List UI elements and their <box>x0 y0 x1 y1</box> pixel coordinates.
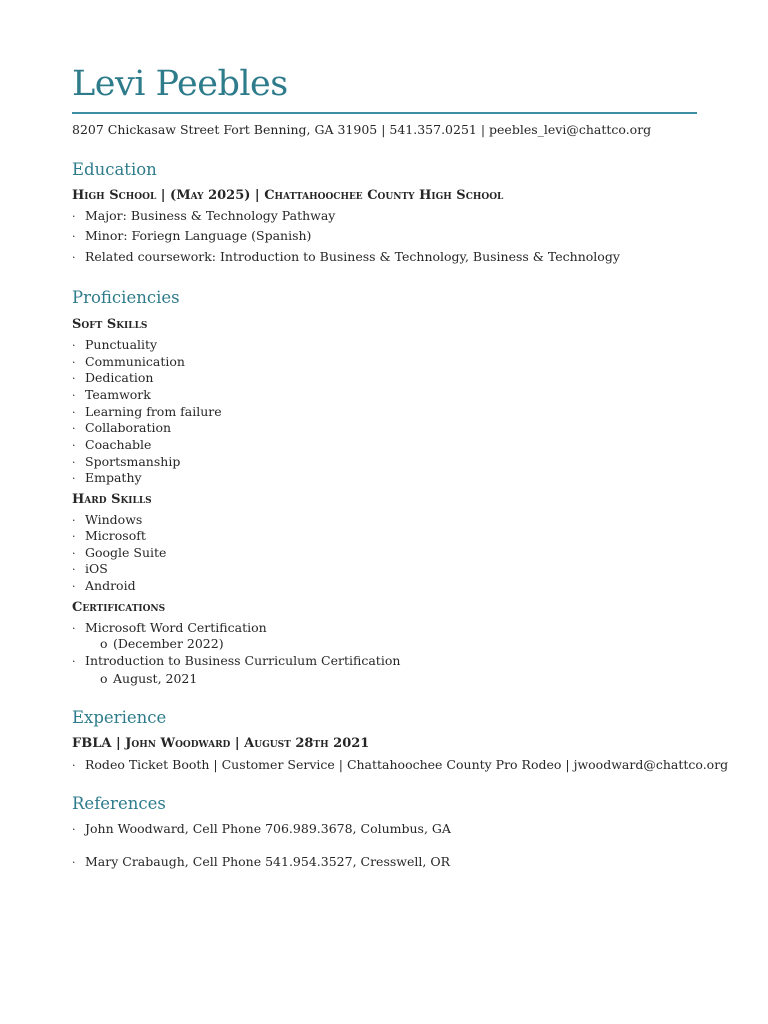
bullet: · <box>72 655 76 668</box>
soft-skill-item <box>72 470 142 487</box>
soft-skill-item <box>72 404 222 421</box>
sub-bullet: o <box>100 671 108 686</box>
contact-line: 8207 Chickasaw Street Fort Benning, GA 31905 | 541.357.0251 | peebles_levi@chattco.org <box>72 122 652 137</box>
certification-date <box>100 671 197 686</box>
hard-skill-item <box>72 512 142 529</box>
soft-skills-heading: Soft Skills <box>72 317 148 332</box>
bullet: · <box>72 759 76 772</box>
bullet: · <box>72 251 76 264</box>
bullet: · <box>72 230 76 243</box>
bullet: · <box>72 563 76 576</box>
hard-skill-item <box>72 578 136 595</box>
bullet: · <box>72 422 76 435</box>
bullet: · <box>72 439 76 452</box>
education-heading: Education <box>72 160 157 179</box>
reference-item-text: John Woodward, Cell Phone 706.989.3678, Columbus, GA <box>85 821 451 836</box>
hard-skills-heading: Hard Skills <box>72 492 152 507</box>
skill-text: Learning from failure <box>85 404 222 419</box>
soft-skill-item <box>72 420 171 437</box>
resume-name: Levi Peebles <box>72 64 288 104</box>
education-item <box>72 228 311 245</box>
education-item <box>72 208 335 225</box>
bullet: · <box>72 580 76 593</box>
soft-skill-item <box>72 370 153 387</box>
experience-item <box>72 757 728 774</box>
hard-skill-item <box>72 528 146 545</box>
skill-text: iOS <box>85 561 108 576</box>
soft-skill-item <box>72 337 157 354</box>
bullet: · <box>72 823 76 836</box>
hard-skill-item <box>72 545 166 562</box>
reference-item <box>72 821 451 838</box>
soft-skill-item <box>72 387 151 404</box>
bullet: · <box>72 514 76 527</box>
bullet: · <box>72 406 76 419</box>
bullet: · <box>72 547 76 560</box>
proficiencies-heading: Proficiencies <box>72 288 180 307</box>
education-item-text: Minor: Foriegn Language (Spanish) <box>85 228 312 243</box>
skill-text: Dedication <box>85 370 154 385</box>
experience-item-text: Rodeo Ticket Booth | Customer Service | Chattahoochee County Pro Rodeo | jwoodward@chattco.org <box>85 757 729 772</box>
school-line: High School | (May 2025) | Chattahoochee County High School <box>72 188 504 203</box>
bullet: · <box>72 530 76 543</box>
hard-skill-item <box>72 561 108 578</box>
certification-item <box>72 653 400 670</box>
certification-item <box>72 620 267 637</box>
skill-text: Empathy <box>85 470 142 485</box>
soft-skill-item <box>72 354 185 371</box>
bullet: · <box>72 372 76 385</box>
skill-text: Android <box>85 578 136 593</box>
skill-text: Collaboration <box>85 420 172 435</box>
bullet: · <box>72 456 76 469</box>
reference-item-text: Mary Crabaugh, Cell Phone 541.954.3527, Cresswell, OR <box>85 854 450 869</box>
certification-text: Introduction to Business Curriculum Certification <box>85 653 401 668</box>
certification-date-text: August, 2021 <box>113 671 198 686</box>
bullet: · <box>72 210 76 223</box>
education-item <box>72 249 620 266</box>
skill-text: Punctuality <box>85 337 158 352</box>
certification-date-text: (December 2022) <box>113 636 224 651</box>
sub-bullet: o <box>100 636 108 651</box>
skill-text: Microsoft <box>85 528 146 543</box>
reference-item <box>72 854 450 871</box>
experience-line: FBLA | John Woodward | August 28th 2021 <box>72 736 370 751</box>
certification-date <box>100 636 224 651</box>
header-rule <box>72 112 697 114</box>
skill-text: Sportsmanship <box>85 454 181 469</box>
skill-text: Google Suite <box>85 545 167 560</box>
skill-text: Windows <box>85 512 143 527</box>
education-item-text: Related coursework: Introduction to Business & Technology, Business & Technology <box>85 249 620 264</box>
skill-text: Communication <box>85 354 185 369</box>
experience-heading: Experience <box>72 708 167 727</box>
bullet: · <box>72 339 76 352</box>
bullet: · <box>72 389 76 402</box>
certifications-heading: Certifications <box>72 600 166 615</box>
bullet: · <box>72 622 76 635</box>
skill-text: Coachable <box>85 437 152 452</box>
education-item-text: Major: Business & Technology Pathway <box>85 208 336 223</box>
skill-text: Teamwork <box>85 387 151 402</box>
bullet: · <box>72 472 76 485</box>
soft-skill-item <box>72 454 180 471</box>
bullet: · <box>72 356 76 369</box>
bullet: · <box>72 856 76 869</box>
references-heading: References <box>72 794 166 813</box>
certification-text: Microsoft Word Certification <box>85 620 267 635</box>
soft-skill-item <box>72 437 151 454</box>
